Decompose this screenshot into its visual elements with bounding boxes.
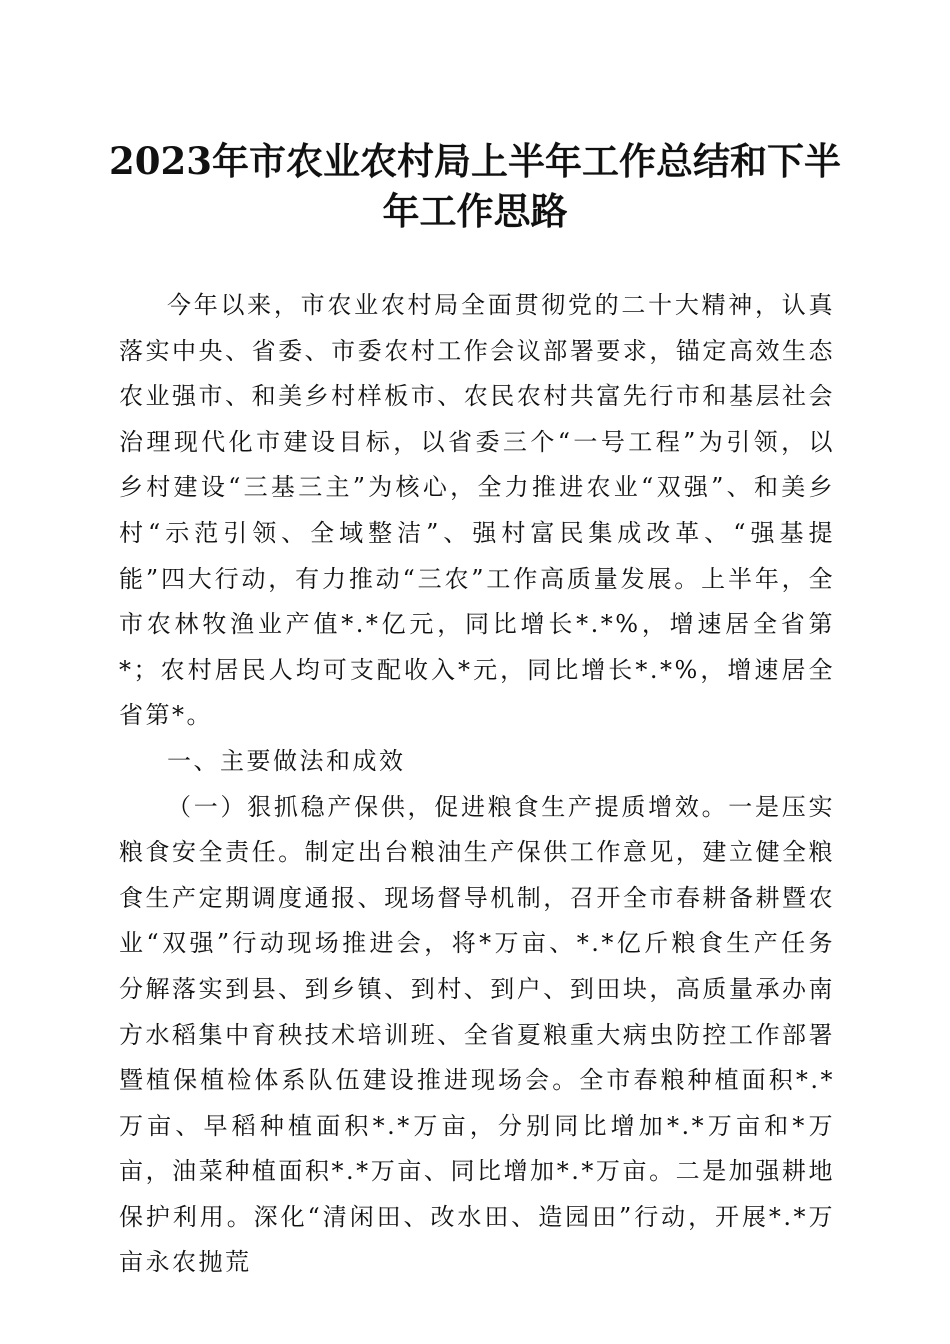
title-line-2: 年工作思路: [382, 189, 568, 233]
section-paragraph: （一）狠抓稳产保供，促进粮食生产提质增效。一是压实粮食安全责任。制定出台粮油生产保供工作意见，建立健全粮食生产定期调度通报、现场督导机制，召开全市春耕备耕暨农业“双强”行动现场推进会，将*万亩、*.*亿斤粮食生产任务分解落实到县、到乡镇、到村、到户、到田块，高质量承办南方水稻集中育秧技术培训班、全省夏粮重大病虫防控工作部署暨植保植检体系队伍建设推进现场会。全市春粮种植面积*.*万亩、早稻种植面积*.*万亩，分别同比增加*.*万亩和*万亩，油菜种植面积*.*万亩、同比增加*.*万亩。二是加强耕地保护利用。深化“清闲田、改水田、造园田”行动，开展*.*万亩永农抛荒: [119, 792, 835, 1277]
document-title: [100, 136, 850, 236]
section-heading: 一、主要做法和成效: [167, 746, 406, 775]
document-body: [119, 283, 835, 1286]
intro-paragraph: 今年以来，市农业农村局全面贯彻党的二十大精神，认真落实中央、省委、市委农村工作会议部署要求，锚定高效生态农业强市、和美乡村样板市、农民农村共富先行市和基层社会治理现代化市建设目标，以省委三个“一号工程”为引领，以乡村建设“三基三主”为核心，全力推进农业“双强”、和美乡村“示范引领、全域整洁”、强村富民集成改革、“强基提能”四大行动，有力推动“三农”工作高质量发展。上半年，全市农林牧渔业产值*.*亿元，同比增长*.*%，增速居全省第*；农村居民人均可支配收入*元，同比增长*.*%，增速居全省第*。: [119, 291, 835, 730]
title-line-1: 2023年市农业农村局上半年工作总结和下半: [109, 139, 841, 183]
